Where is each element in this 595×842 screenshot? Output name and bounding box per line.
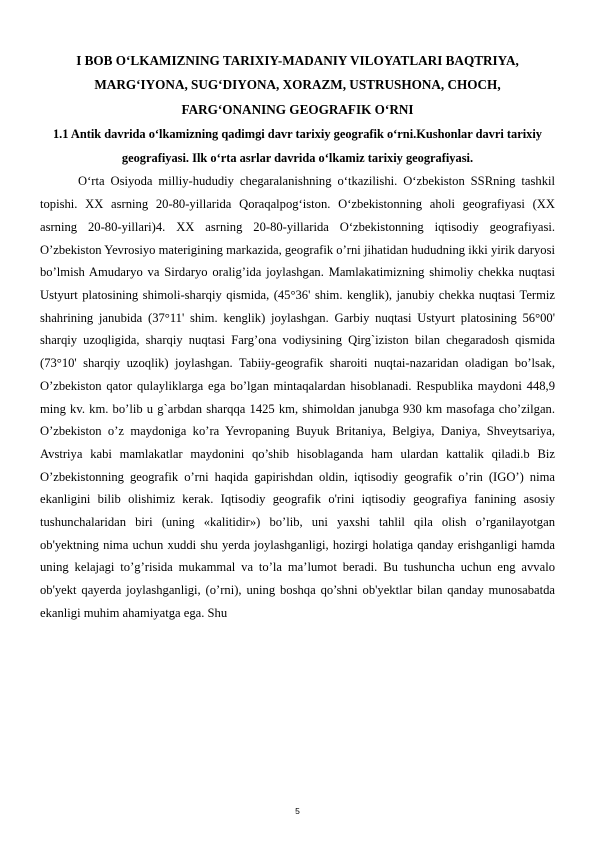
body-paragraph: O‘rta Osiyoda milliy-hududiy chegaralanishning o‘tkazilishi. O‘zbekiston SSRning tashkil topishi. XX asrning 20-80-yillarida Qoraqalpog‘iston. O‘zbekistonning aholi geografiyasi (XX asrning 20-80-yillari)4. XX asrning 20-80-yillarida O‘zbekistonning iqtisodiy geografiyasi. O’zbekiston Yevrosiyo materigining markazida, geografik o’rni jihatidan hududning ikki yirik daryosi bo’lmish Amudaryo va Sirdaryo oralig’ida joylashgan. Mamlakatimizning shimoliy chekka nuqtasi Ustyurt platosining shimoli-sharqiy qismida, (45°36' shim. kenglik), janubiy chekka nuqtasi Termiz shahrining janubida (37°11' shim. kenglik) joylashgan. Garbiy nuqtasi Ustyurt platosining 56°00' sharqiy uzoqligida, sharqiy nuqtasi Farg’ona vodiysining Qirg`iziston bilan chegaradosh qismida (73°10' sharqiy uzoqlik) joylashgan. Tabiiy-geografik sharoiti nuqtai-nazaridan oladigan bo’lsak, O’zbekiston qator qulayliklarga ega bo’lgan mintaqalardan hisoblanadi. Respublika maydoni 448,9 ming kv. km. bo’lib u g`arbdan sharqqa 1425 km, shimoldan janubga 930 km masofaga cho’zilgan. O’zbekiston o’z maydoniga ko’ra Yevropaning Buyuk Britaniya, Belgiya, Daniya, Shveytsariya, Avstriya kabi mamlakatlar maydonini qo’shib hisoblaganda ham ulardan kattalik qiladi.b Biz O’zbekistonning geografik o’rni haqida gapirishdan oldin, iqtisodiy geografik o’rin (IGO’) nima ekanligini bilib olishimiz kerak. Iqtisodiy geografik o'rini iqtisodiy geografiya fanining asosiy tushunchalaridan biri (uning «kalitidir») bo’lib, uni yaxshi tahlil qila olish o’rganilayotgan ob'yektning nima uchun xuddi shu yerda joylashganligi, hozirgi holatiga qanday erishganligi hamda uning kelajagi to’g’risida mukammal va to’la ma’lumot beradi. Bu tushuncha uchun eng avvalo ob'yekt qayerda joylashganligi, (o’rni), uning boshqa qo’shni ob'yektlar bilan qanday munosabatda ekanligi muhim ahamiyatga ega. Shu xyxy=(40,174,555,620)
section-title: 1.1 Antik davrida o‘lkamizning qadimgi davr tarixiy geografik o‘rni.Kushonlar davri tarixiy geografiyasi. Ilk o‘rta asrlar davrida o‘lkamiz tarixiy geografiyasi. xyxy=(52,126,542,166)
chapter-title: I BOB O‘LKAMIZNING TARIXIY-MADANIY VILOYATLARI BAQTRIYA, MARG‘IYONA, SUG‘DIYONA, XORAZM, USTRUSHONA, CHOCH, FARG‘ONANING GEOGRAFIK O‘RNI xyxy=(76,53,519,117)
page-content xyxy=(40,49,555,625)
page-number: 5 xyxy=(295,806,300,816)
